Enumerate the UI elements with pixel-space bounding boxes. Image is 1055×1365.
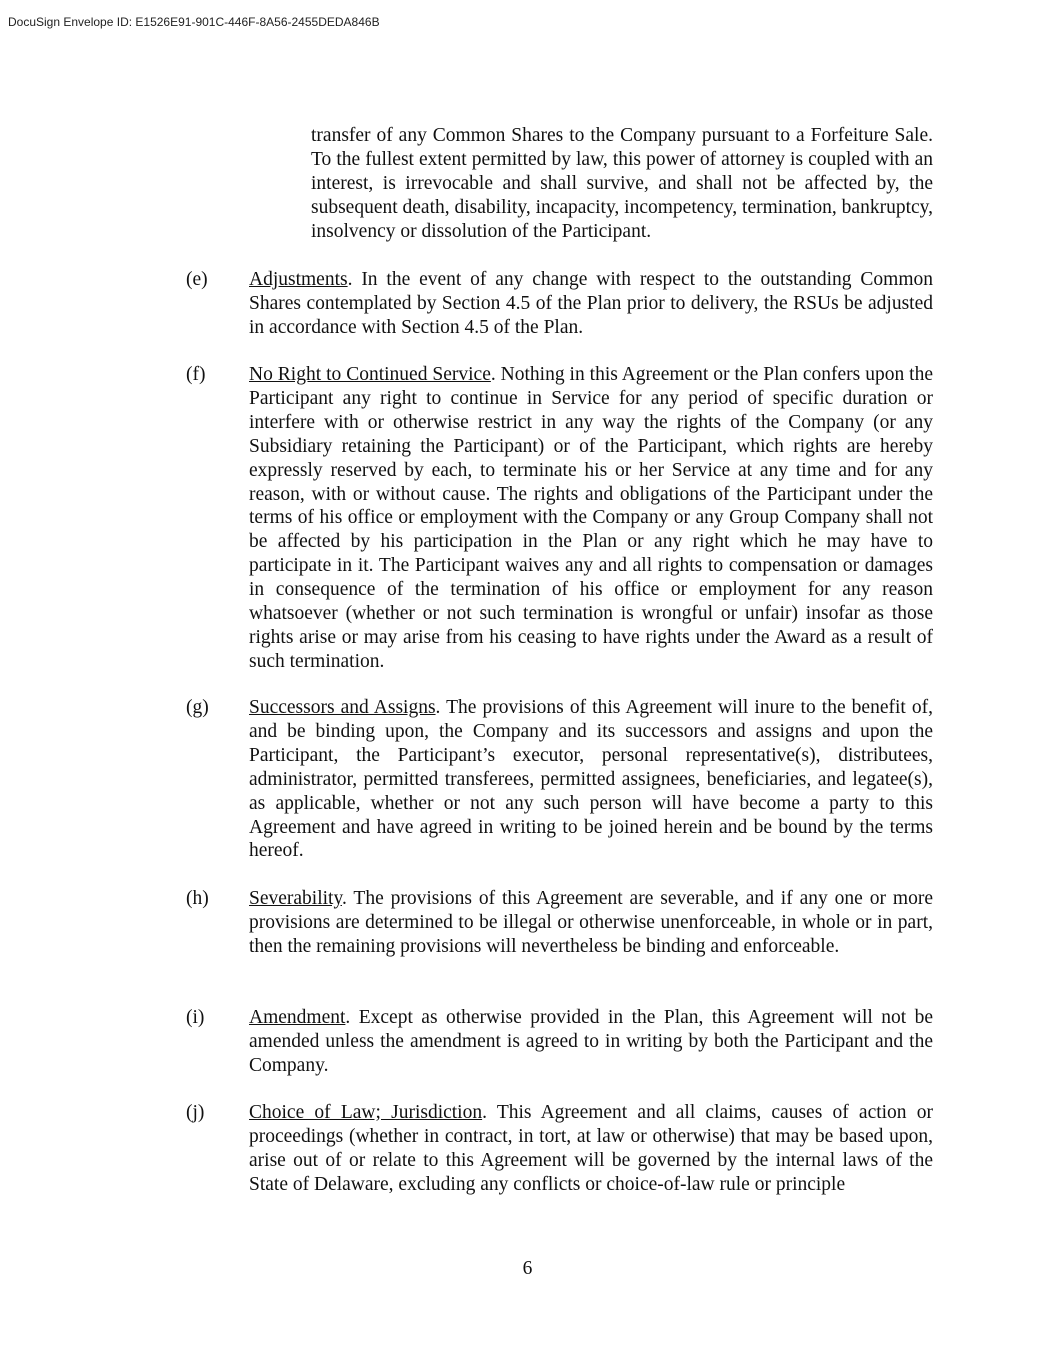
section-label: (i): [186, 1007, 205, 1028]
section-text: . Except as otherwise provided in the Plan, this Agreement will not be amended unless the amendment is agreed to in writing by both the Participant and the Company.: [249, 1007, 933, 1076]
docusign-envelope-id: DocuSign Envelope ID: E1526E91-901C-446F-8A56-2455DEDA846B: [8, 15, 380, 29]
section-text: . The provisions of this Agreement are severable, and if any one or more provisions are determined to be illegal or otherwise unenforceable, in whole or in part, then the remaining provisions will nevertheless be binding and enforceable.: [249, 888, 933, 957]
intro-paragraph: transfer of any Common Shares to the Company pursuant to a Forfeiture Sale. To the fullest extent permitted by law, this power of attorney is coupled with an interest, is irrevocable and shall survive, and shall not be affected by, the subsequent death, disability, incapacity, incompetency, termination, bankruptcy, insolvency or dissolution of the Participant.: [311, 125, 934, 242]
section-heading: Adjustments: [249, 269, 348, 290]
section-label: (f): [186, 364, 206, 385]
section-content: [249, 1101, 933, 1197]
section-label: (e): [186, 269, 208, 290]
section-heading: Amendment: [249, 1007, 346, 1028]
section-heading: Choice of Law; Jurisdiction: [249, 1102, 483, 1123]
section-label: (j): [186, 1102, 205, 1123]
section-label: (h): [186, 888, 209, 909]
page-number: 6: [522, 1258, 533, 1279]
section-h: [186, 887, 933, 959]
section-text: . This Agreement and all claims, causes of action or proceedings (whether in contract, in tort, at law or otherwise) that may be based upon, arise out of or relate to this Agreement will be governed by the internal laws of the State of Delaware, excluding any conflicts or choice-of-law rule or principle: [249, 1102, 933, 1195]
section-text: . Nothing in this Agreement or the Plan confers upon the Participant any right to continue in Service for any period of specific duration or interfere with or otherwise restrict in any way the rights of the Company (or any Subsidiary retaining the Participant) or of the Participant, which rights are hereby expressly reserved by each, to terminate his or her Service at any time and for any reason, with or without cause. The rights and obligations of the Participant under the terms of his office or employment with the Company or any Group Company shall not be affected by his participation in the Plan or any right which he may have to participate in it. The Participant waives any and all rights to compensation or damages in consequence of the termination of his office or employment for any reason whatsoever (whether or not such termination is wrongful or unfair) insofar as those rights arise or may arise from his ceasing to have rights under the Award as a result of such termination.: [249, 364, 933, 672]
section-heading: Successors and Assigns: [249, 697, 436, 718]
section-text: . In the event of any change with respect to the outstanding Common Shares contemplated by Section 4.5 of the Plan prior to delivery, the RSUs be adjusted in accordance with Section 4.5 of the Plan.: [249, 269, 933, 338]
section-e: [186, 268, 933, 340]
section-f: [186, 363, 933, 674]
section-label: (g): [186, 697, 209, 718]
section-content: [249, 887, 933, 959]
section-j: [186, 1101, 933, 1197]
section-i: [186, 1006, 933, 1078]
section-heading: Severability: [249, 888, 342, 909]
section-g: [186, 696, 933, 863]
section-content: [249, 268, 933, 340]
section-content: [249, 1006, 933, 1078]
section-heading: No Right to Continued Service: [249, 364, 491, 385]
section-content: [249, 696, 933, 863]
section-content: [249, 363, 933, 674]
section-text: . The provisions of this Agreement will inure to the benefit of, and be binding upon, the Company and its successors and assigns and upon the Participant, the Participant’s executor, personal representative(s), distributees, administrator, permitted transferees, permitted assignees, beneficiaries, and legatee(s), as applicable, whether or not any such person will have become a party to this Agreement and have agreed in writing to be joined herein and be bound by the terms hereof.: [249, 697, 933, 862]
